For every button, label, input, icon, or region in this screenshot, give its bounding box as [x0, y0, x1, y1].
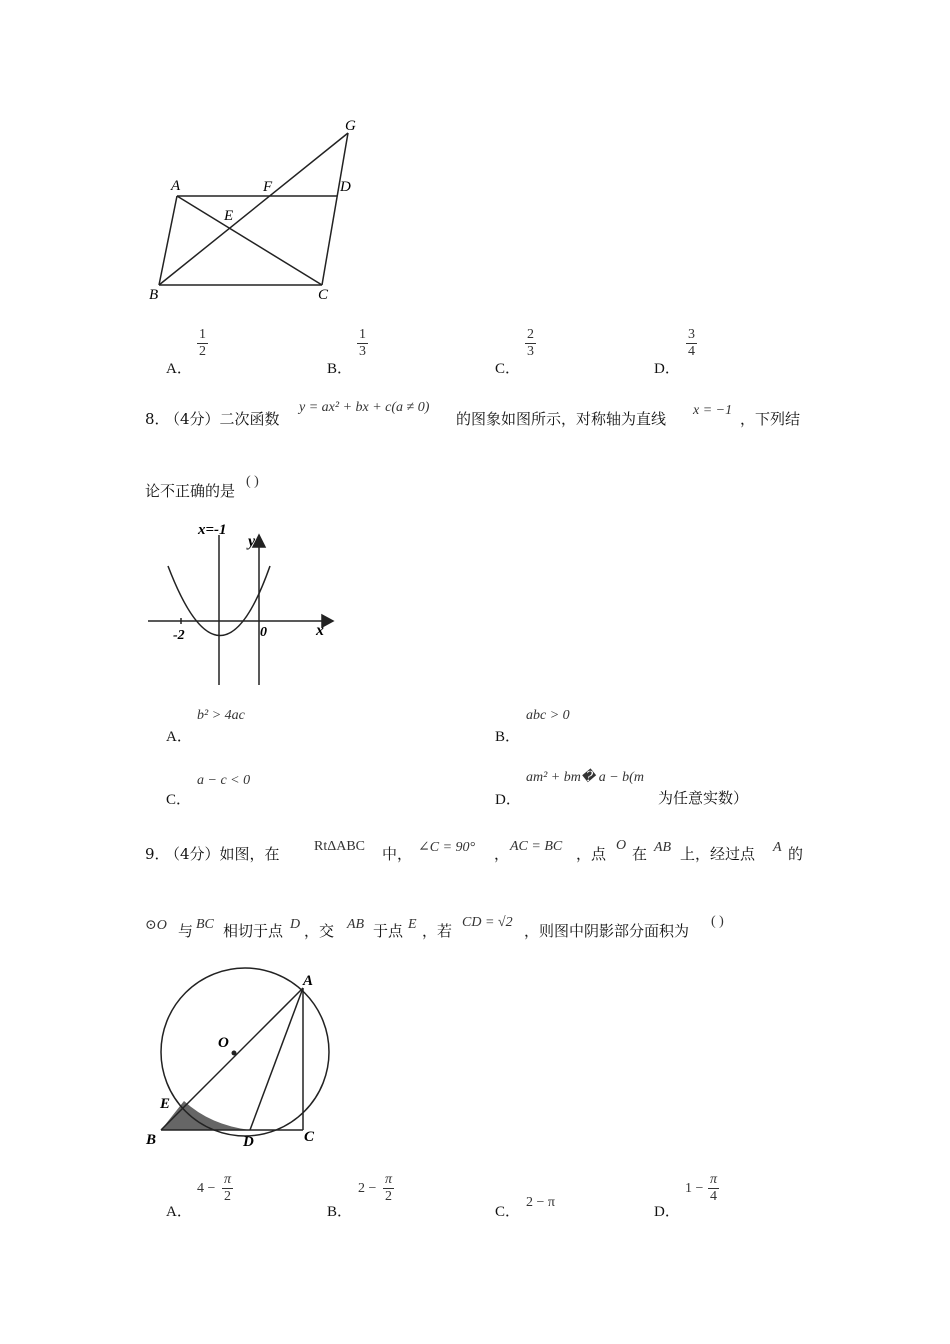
q9-option-d-fraction [708, 1172, 719, 1205]
denominator: 4 [710, 1189, 717, 1204]
q9-ruo: ，若 [422, 922, 453, 940]
q9-option-c-label[interactable]: C． [495, 1204, 521, 1220]
q9-option-a-label[interactable]: A． [166, 1204, 192, 1220]
q9-label-B: B [146, 1132, 157, 1148]
q8-number: 8． [145, 410, 170, 428]
q8-option-c-label[interactable]: C． [166, 792, 192, 808]
q7-label-F: F [263, 179, 273, 195]
q7-option-b-label[interactable]: B． [327, 361, 353, 377]
q9-option-a-fraction [222, 1172, 233, 1205]
q7-option-d-fraction [686, 327, 697, 360]
q9-ydian: 于点 [373, 922, 404, 940]
q9-option-d-pre: 1 − [685, 1181, 704, 1196]
q7-label-G: G [345, 118, 356, 134]
q9-zai: 在 [632, 845, 648, 863]
numerator: 1 [359, 327, 366, 342]
q9-angle: ∠C = 90° [418, 840, 476, 855]
q8-score: （4分）二次函数 [165, 410, 280, 428]
denominator: 2 [224, 1189, 231, 1204]
q9-circle-O: ⊙O [145, 918, 167, 933]
q7-option-b-fraction [357, 327, 368, 360]
q9-jiao: ，交 [304, 922, 335, 940]
q9-number: 9． [145, 845, 170, 863]
numerator: π [384, 1172, 392, 1187]
q7-label-C: C [318, 287, 329, 303]
q8-parabola-graph [140, 515, 340, 690]
q9-shang: 上，经过点 [680, 845, 756, 863]
denominator: 3 [527, 344, 534, 359]
q9-circle-triangle-figure [140, 955, 340, 1155]
q7-parallelogram-figure [140, 110, 370, 310]
q8-axis-formula: x = −1 [693, 403, 733, 418]
q7-option-a-fraction [197, 327, 208, 360]
q9-AB2: AB [347, 917, 365, 932]
q9-option-b-pre: 2 − [358, 1181, 377, 1196]
q7-label-D: D [340, 179, 351, 195]
q7-option-c-fraction [525, 327, 536, 360]
q8-y-label: y [248, 533, 256, 550]
denominator: 2 [385, 1189, 392, 1204]
numerator: 1 [199, 327, 206, 342]
q9-cd: CD = √2 [462, 915, 513, 930]
numerator: π [223, 1172, 231, 1187]
q9-option-a-pre: 4 − [197, 1181, 216, 1196]
q8-neg2-label: -2 [173, 628, 185, 643]
q9-D: D [290, 917, 301, 932]
q8-option-b-expr: abc > 0 [526, 708, 570, 723]
q8-paren: ( ) [246, 474, 259, 489]
q9-option-c-expr: 2 − π [526, 1195, 555, 1210]
q8-text-end: ，下列结 [740, 410, 801, 428]
q9-paren: ( ) [711, 914, 724, 929]
q9-zhong: 中， [382, 845, 413, 863]
q9-label-O: O [218, 1035, 229, 1051]
q8-text-mid: 的图象如图所示，对称轴为直线 [456, 410, 667, 428]
q9-label-A: A [303, 973, 314, 989]
q9-dian: ，点 [576, 845, 607, 863]
denominator: 3 [359, 344, 366, 359]
q9-BC: BC [196, 917, 214, 932]
q8-axis-line-label: x=-1 [198, 522, 227, 538]
q7-option-a-label[interactable]: A． [166, 361, 192, 377]
q8-zero-label: 0 [260, 625, 267, 640]
q9-equal-sides: AC = BC [510, 839, 563, 854]
q7-label-E: E [224, 208, 234, 224]
q9-O: O [616, 838, 627, 853]
q9-option-d-label[interactable]: D． [654, 1204, 680, 1220]
q9-triangle: RtΔABC [314, 839, 366, 854]
q9-A: A [773, 840, 782, 855]
q7-option-d-label[interactable]: D． [654, 361, 680, 377]
q9-comma: ， [494, 845, 510, 863]
q8-option-c-expr: a − c < 0 [197, 773, 251, 788]
numerator: π [709, 1172, 717, 1187]
q8-option-b-label[interactable]: B． [495, 729, 521, 745]
q8-option-a-label[interactable]: A． [166, 729, 192, 745]
denominator: 4 [688, 344, 695, 359]
numerator: 2 [527, 327, 534, 342]
q8-option-d-label[interactable]: D． [495, 792, 521, 808]
q7-label-A: A [171, 178, 181, 194]
q8-option-d-tail: 为任意实数） [658, 789, 749, 807]
q7-option-c-label[interactable]: C． [495, 361, 521, 377]
q9-tail: ，则图中阴影部分面积为 [524, 922, 690, 940]
q9-yu: 与 [178, 922, 194, 940]
q9-de: 的 [788, 845, 804, 863]
q9-option-b-label[interactable]: B． [327, 1204, 353, 1220]
q9-label-C: C [304, 1129, 315, 1145]
numerator: 3 [688, 327, 695, 342]
q9-score: （4分）如图，在 [165, 845, 280, 863]
q9-E: E [408, 917, 417, 932]
q8-line2: 论不正确的是 [145, 482, 236, 500]
q8-option-a-expr: b² > 4ac [197, 708, 245, 723]
q9-xq: 相切于点 [223, 922, 284, 940]
q9-label-E: E [160, 1096, 171, 1112]
q9-AB: AB [654, 840, 672, 855]
denominator: 2 [199, 344, 206, 359]
q8-formula: y = ax² + bx + c(a ≠ 0) [299, 400, 430, 415]
q8-option-d-expr: am² + bm� a − b(m [526, 770, 644, 785]
q9-option-b-fraction [383, 1172, 394, 1205]
q9-label-D: D [243, 1134, 254, 1150]
q7-label-B: B [149, 287, 159, 303]
q8-x-label: x [316, 622, 324, 639]
